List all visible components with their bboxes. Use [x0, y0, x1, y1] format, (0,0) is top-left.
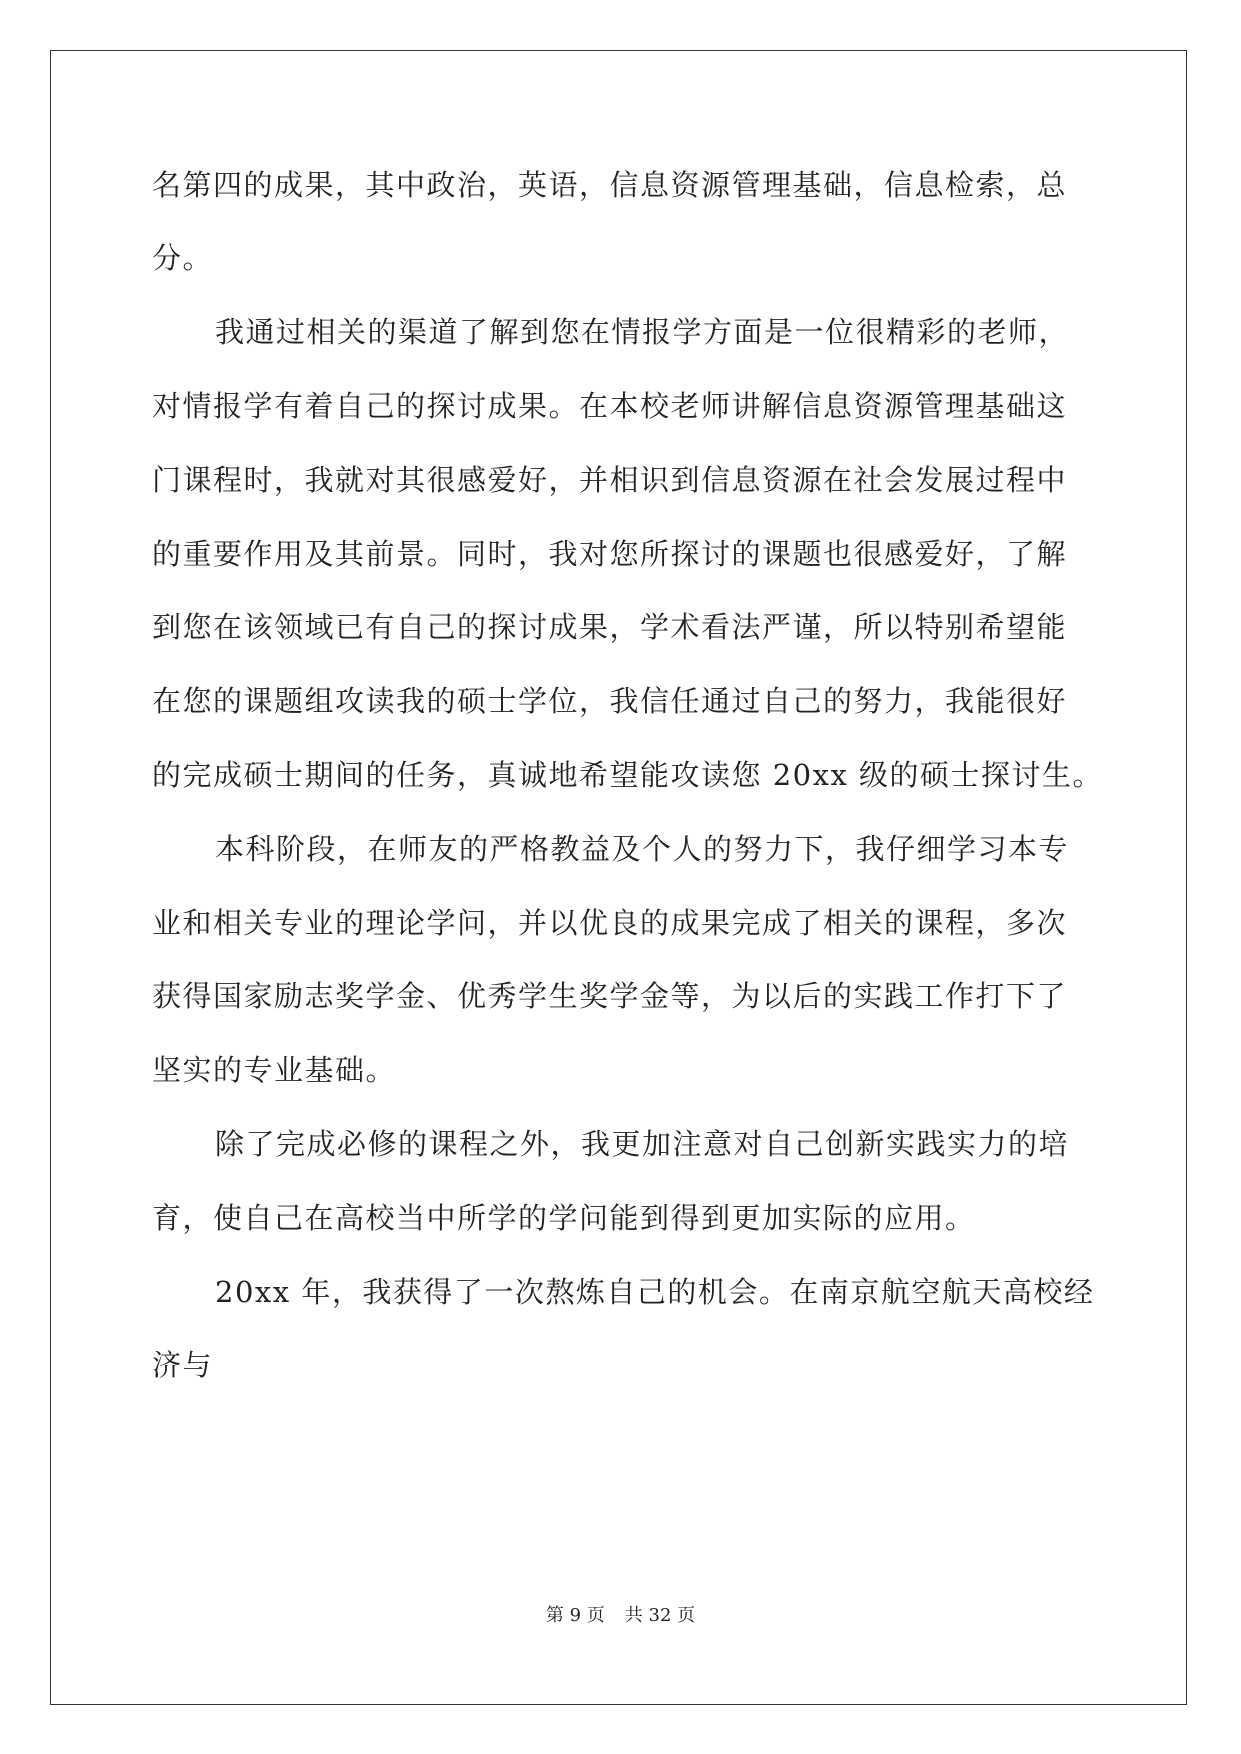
text-line: 获得国家励志奖学金、优秀学生奖学金等，为以后的实践工作打下了 — [152, 979, 1068, 1013]
page-border — [50, 50, 1187, 1705]
text-line: 的完成硕士期间的任务，真诚地希望能攻读您 20xx 级的硕士探讨生。 — [152, 758, 1104, 792]
text-line: 门课程时，我就对其很感爱好，并相识到信息资源在社会发展过程中 — [152, 463, 1068, 497]
text-line: 业和相关专业的理论学问，并以优良的成果完成了相关的课程，多次 — [152, 906, 1068, 940]
page-number: 第 9 页 — [545, 1605, 605, 1626]
text-line: 到您在该领域已有自己的探讨成果，学术看法严谨，所以特别希望能 — [152, 610, 1068, 644]
text-line: 分。 — [152, 241, 214, 275]
text-line: 的重要作用及其前景。同时，我对您所探讨的课题也很感爱好，了解 — [152, 537, 1068, 571]
text-line: 在您的课题组攻读我的硕士学位，我信任通过自己的努力，我能很好 — [152, 684, 1068, 718]
paragraph-first-line: 除了完成必修的课程之外，我更加注意对自己创新实践实力的培 — [215, 1127, 1070, 1161]
text-line: 对情报学有着自己的探讨成果。在本校老师讲解信息资源管理基础这 — [152, 389, 1068, 423]
paragraph-first-line: 20xx 年，我获得了一次熬炼自己的机会。在南京航空航天高校经 — [215, 1275, 1095, 1309]
page-footer — [0, 1601, 1241, 1627]
text-line: 坚实的专业基础。 — [152, 1053, 397, 1087]
total-pages: 共 32 页 — [624, 1605, 696, 1626]
text-line: 名第四的成果，其中政治，英语，信息资源管理基础，信息检索，总 — [152, 168, 1068, 202]
paragraph-first-line: 我通过相关的渠道了解到您在情报学方面是一位很精彩的老师， — [215, 315, 1070, 349]
paragraph-first-line: 本科阶段，在师友的严格教益及个人的努力下，我仔细学习本专 — [215, 832, 1070, 866]
text-line: 济与 — [152, 1348, 214, 1382]
text-line: 育，使自己在高校当中所学的学问能到得到更加实际的应用。 — [152, 1201, 976, 1235]
